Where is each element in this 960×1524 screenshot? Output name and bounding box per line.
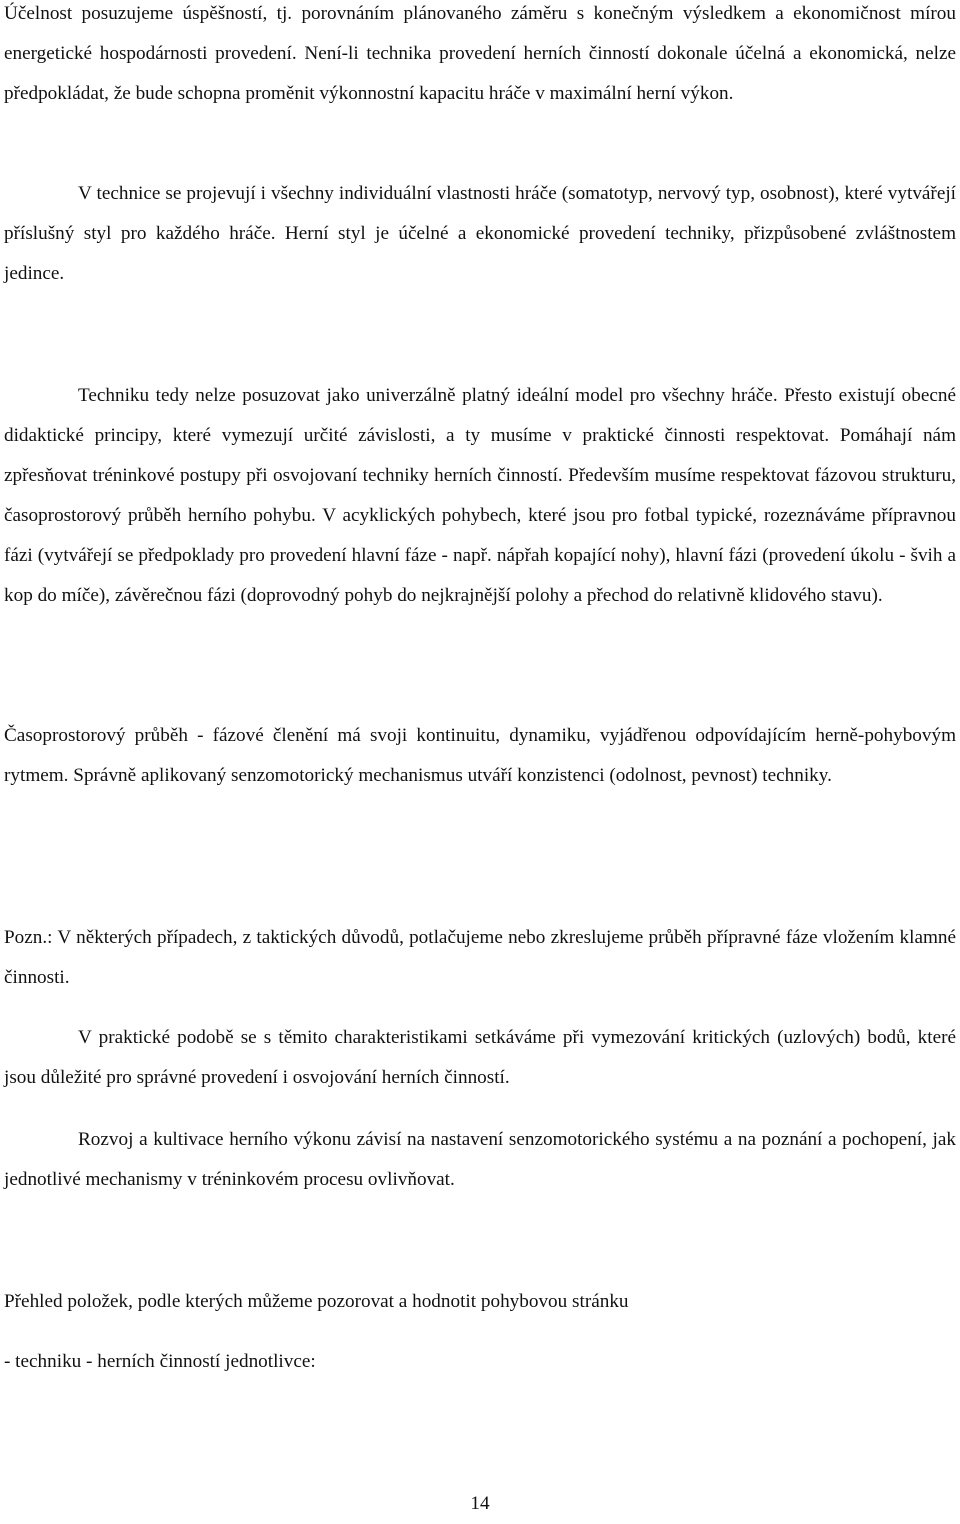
paragraph-v-technice: V technice se projevují i všechny individuální vlastnosti hráče (somatotyp, nervový typ, osobnost), které vytvářejí příslušný styl pro každého hráče. Herní styl je účelné a ekonomické provedení techniky, přizpůsobené zvláštnostem jedince. (4, 183, 956, 284)
paragraph-rozvoj: Rozvoj a kultivace herního výkonu závisí na nastavení senzomotorického systému a na poznání a pochopení, jak jednotlivé mechanismy v tréninkovém procesu ovlivňovat. (4, 1129, 956, 1190)
paragraph-techniku-tedy: Techniku tedy nelze posuzovat jako univerzálně platný ideální model pro všechny hráče. Přesto existují obecné didaktické principy, které vymezují určité závislosti, a ty musíme v praktické činnosti respektovat. Pomáhají nám zpřesňovat tréninkové postupy při osvojovaní techniky herních činností. Především musíme respektovat fázovou strukturu, časoprostorový průběh herního pohybu. V acyklických pohybech, které jsou pro fotbal typické, rozeznáváme přípravnou fázi (vytvářejí se předpoklady pro provedení hlavní fáze - např. nápřah kopající nohy), hlavní fázi (provedení úkolu - švih a kop do míče), závěrečnou fázi (doprovodný pohyb do nejkrajnější polohy a přechod do relativně klidového stavu). (4, 385, 956, 606)
paragraph-casoprostorovy: Časoprostorový průběh - fázové členění má svoji kontinuitu, dynamiku, vyjádřenou odpovídajícím herně-pohybovým rytmem. Správně aplikovaný senzomotorický mechanismus utváří konzistenci (odolnost, pevnost) techniky. (4, 725, 956, 786)
paragraph-ucelnost: Účelnost posuzujeme úspěšností, tj. porovnáním plánovaného záměru s konečným výsledkem a ekonomičnost mírou energetické hospodárnosti provedení. Není-li technika provedení herních činností dokonale účelná a ekonomická, nelze předpokládat, že bude schopna proměnit výkonnostní kapacitu hráče v maximální herní výkon. (4, 3, 956, 104)
page-number: 14 (470, 1493, 490, 1514)
overview-heading-line: Přehled položek, podle kterých můžeme pozorovat a hodnotit pohybovou stránku (4, 1291, 629, 1312)
paragraph-prakticke-podobe: V praktické podobě se s těmito charakteristikami setkáváme při vymezování kritických (uzlových) bodů, které jsou důležité pro správné provedení i osvojování herních činností. (4, 1027, 956, 1088)
overview-list-item: - techniku - herních činností jednotlivce: (4, 1351, 316, 1372)
paragraph-pozn: Pozn.: V některých případech, z taktických důvodů, potlačujeme nebo zkreslujeme průběh přípravné fáze vložením klamné činnosti. (4, 927, 956, 988)
